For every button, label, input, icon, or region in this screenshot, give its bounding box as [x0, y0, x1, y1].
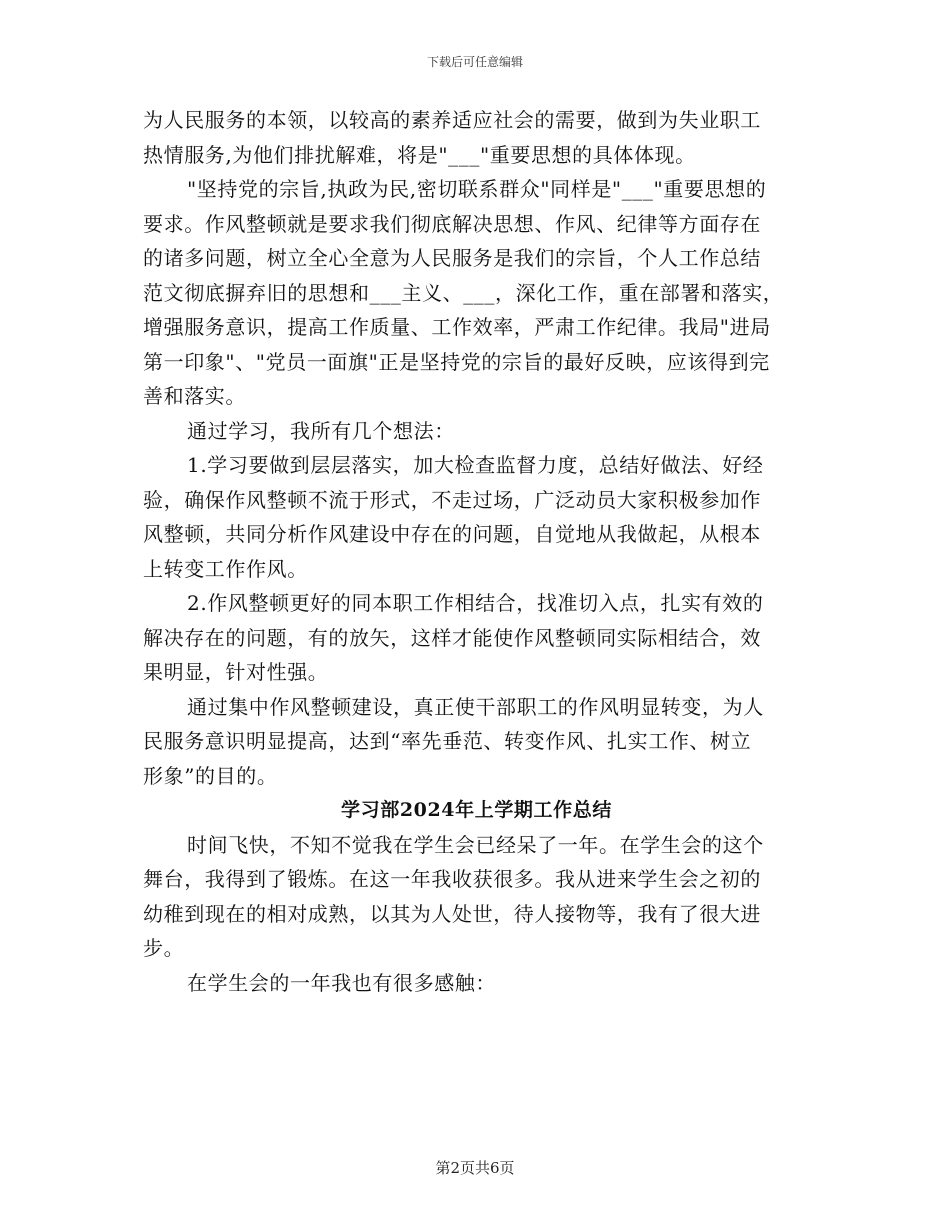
header-note: 下载后可任意编辑	[426, 55, 523, 69]
text-line: 解决存在的问题，有的放矢，这样才能使作风整顿同实际相结合，效	[143, 625, 761, 650]
text-line: 舞台，我得到了锻炼。在这一年我收获很多。我从进来学生会之初的	[143, 867, 761, 891]
text-line: 1.学习要做到层层落实，加大检查监督力度，总结好做法、好经	[187, 453, 764, 477]
text-line: 时间飞快，不知不觉我在学生会已经呆了一年。在学生会的这个	[187, 832, 764, 857]
page-number: 第2页共6页	[435, 1159, 515, 1177]
text-line: 的诸多问题，树立全心全意为人民服务是我们的宗旨，个人工作总结	[143, 246, 761, 270]
text-line: 为人民服务的本领，以较高的素养适应社会的需要，做到为失业职工	[143, 108, 761, 132]
text-line: 第一印象"、"党员一面旗"正是坚持党的宗旨的最好反映，应该得到完	[143, 349, 770, 374]
text-line: 在学生会的一年我也有很多感触：	[187, 970, 496, 995]
section-heading: 学习部2024年上学期工作总结	[341, 799, 612, 821]
body-text	[143, 103, 810, 1000]
text-line: 要求。作风整顿就是要求我们彻底解决思想、作风、纪律等方面存在	[143, 211, 761, 236]
text-line: 热情服务,为他们排扰解难，将是"___"重要思想的具体体现。	[143, 142, 696, 167]
text-line: 通过学习，我所有几个想法：	[187, 418, 455, 443]
text-line: "坚持党的宗旨,执政为民,密切联系群众"同样是"___"重要思想的	[187, 177, 767, 201]
text-line: 通过集中作风整顿建设，真正使干部职工的作风明显转变，为人	[187, 694, 764, 719]
text-line: 民服务意识明显提高，达到“率先垂范、转变作风、扎实工作、树立	[143, 729, 752, 753]
text-line: 上转变工作作风。	[143, 556, 308, 581]
text-line: 2.作风整顿更好的同本职工作相结合，找准切入点，扎实有效的	[187, 591, 764, 615]
text-line: 风整顿，共同分析作风建设中存在的问题，自觉地从我做起，从根本	[143, 522, 761, 546]
text-line: 步。	[143, 936, 185, 960]
text-line: 善和落实。	[143, 384, 246, 408]
text-line: 增强服务意识，提高工作质量、工作效率，严肃工作纪律。我局"进局	[143, 315, 771, 339]
text-line: 果明显，针对性强。	[143, 660, 329, 684]
text-line: 形象”的目的。	[143, 763, 278, 788]
text-line: 范文彻底摒弃旧的思想和___主义、___，深化工作，重在部署和落实，	[143, 280, 784, 305]
text-line: 幼稚到现在的相对成熟，以其为人处世，待人接物等，我有了很大进	[143, 901, 761, 926]
text-line: 验，确保作风整顿不流于形式，不走过场，广泛动员大家积极参加作	[143, 487, 761, 512]
